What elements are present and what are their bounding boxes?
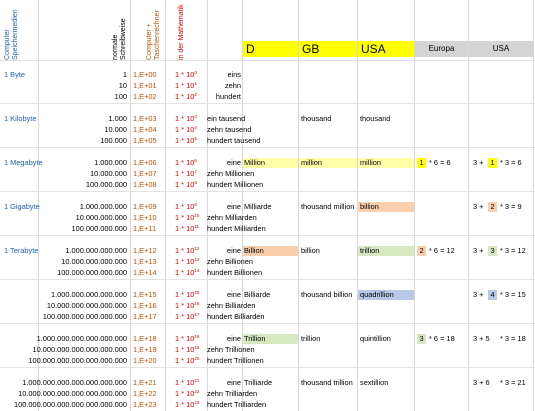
normal-number: 10 <box>118 81 127 90</box>
normal-number: 1.000.000.000.000 <box>65 246 127 255</box>
europa-factor: 2 <box>417 246 426 256</box>
calculator-notation: 1,E+11 <box>133 224 157 233</box>
normal-number: 1.000.000 <box>94 158 127 167</box>
storage-unit: 1 Byte <box>4 70 25 79</box>
storage-unit: 1 Kilobyte <box>4 114 37 123</box>
calculator-notation: 1,E+05 <box>133 136 157 145</box>
de-article: eine <box>227 290 241 299</box>
europa-formula: * 6 = 6 <box>429 158 451 167</box>
calculator-notation: 1,E+07 <box>133 169 157 178</box>
europa-factor: 1 <box>417 158 426 168</box>
calculator-notation: 1,E+20 <box>133 356 157 365</box>
header-usa-system: USA <box>469 41 533 57</box>
math-notation: $1 * 10^{19}$ <box>175 345 200 354</box>
de-name: ein tausend <box>207 114 246 123</box>
header-gb: GB <box>299 41 357 57</box>
de-name: hundert <box>215 92 241 101</box>
normal-number: 10.000.000 <box>90 169 127 178</box>
europa-factor: 3 <box>417 334 426 344</box>
math-notation: $1 * 10^4$ <box>175 125 197 134</box>
row-divider <box>0 103 535 104</box>
de-article: eine <box>227 334 241 343</box>
math-notation: $1 * 10^{21}$ <box>175 378 200 387</box>
normal-number: 1.000.000.000.000.000.000 <box>36 334 127 343</box>
col-divider <box>468 0 469 411</box>
math-notation: $1 * 10^7$ <box>175 169 197 178</box>
gb-name: thousand billion <box>301 290 353 299</box>
header-normal-notation: normale Schreibweise <box>112 18 127 60</box>
normal-number: 100.000.000.000.000.000.000 <box>28 356 127 365</box>
calculator-notation: 1,E+19 <box>133 345 157 354</box>
us-name: thousand <box>360 114 391 123</box>
de-name: Trillion <box>243 334 298 344</box>
usa-factor: 3 <box>488 246 497 256</box>
math-notation: $1 * 10^5$ <box>175 136 197 145</box>
math-notation: $1 * 10^{13}$ <box>175 257 200 266</box>
de-name: Million <box>243 158 298 168</box>
de-name: Billion <box>243 246 298 256</box>
normal-number: 1.000.000.000.000.000.000.000 <box>22 378 127 387</box>
normal-number: 10.000 <box>104 125 127 134</box>
calculator-notation: 1,E+10 <box>133 213 157 222</box>
storage-unit: 1 Gigabyte <box>4 202 40 211</box>
usa-formula: * 3 = 18 <box>500 334 526 343</box>
math-notation: $1 * 10^{11}$ <box>175 224 199 233</box>
normal-number: 100.000.000.000.000.000 <box>42 312 127 321</box>
normal-number: 10.000.000.000.000.000.000 <box>32 345 127 354</box>
usa-formula-prefix: 3 + <box>473 246 484 255</box>
row-divider <box>0 147 535 148</box>
de-name: zehn <box>224 81 241 90</box>
de-article: eine <box>227 202 241 211</box>
calculator-notation: 1,E+03 <box>133 114 157 123</box>
usa-formula-prefix: 3 + 6 <box>473 378 490 387</box>
row-divider <box>0 60 535 61</box>
de-article: eine <box>227 158 241 167</box>
calculator-notation: 1,E+00 <box>133 70 157 79</box>
usa-formula: * 3 = 15 <box>500 290 526 299</box>
row-divider <box>0 191 535 192</box>
usa-formula: * 3 = 9 <box>500 202 522 211</box>
de-name: hundert Billiarden <box>207 312 265 321</box>
header-math: in der Mathematik <box>178 4 185 60</box>
calculator-notation: 1,E+14 <box>133 268 157 277</box>
us-name: quintillion <box>360 334 391 343</box>
de-name: Trilliarde <box>244 378 273 387</box>
col-divider <box>130 0 131 411</box>
normal-number: 1.000 <box>108 114 127 123</box>
de-name: hundert Trillionen <box>207 356 264 365</box>
gb-name: thousand trillion <box>301 378 353 387</box>
calculator-notation: 1,E+09 <box>133 202 157 211</box>
gb-name: thousand million <box>301 202 355 211</box>
de-name: Billiarde <box>244 290 271 299</box>
normal-number: 10.000.000.000.000.000.000.000 <box>18 389 127 398</box>
math-notation: $1 * 10^{12}$ <box>175 246 200 255</box>
calculator-notation: 1,E+15 <box>133 290 157 299</box>
usa-formula-prefix: 3 + <box>473 202 484 211</box>
math-notation: $1 * 10^{20}$ <box>175 356 200 365</box>
usa-factor: 4 <box>488 290 497 300</box>
de-name: eins <box>227 70 241 79</box>
de-name: zehn Milliarden <box>207 213 257 222</box>
de-name: hundert Milliarden <box>207 224 266 233</box>
normal-number: 100.000.000.000.000.000.000.000 <box>13 400 127 409</box>
normal-number: 10.000.000.000.000 <box>61 257 127 266</box>
normal-number: 1.000.000.000 <box>79 202 127 211</box>
calculator-notation: 1,E+08 <box>133 180 157 189</box>
usa-factor: 1 <box>488 158 497 168</box>
de-name: zehn Billionen <box>207 257 254 266</box>
calculator-notation: 1,E+16 <box>133 301 157 310</box>
normal-number: 100.000.000.000.000 <box>57 268 127 277</box>
math-notation: $1 * 10^9$ <box>175 202 197 211</box>
normal-number: 100.000 <box>100 136 127 145</box>
math-notation: $1 * 10^{22}$ <box>175 389 200 398</box>
de-article: eine <box>227 378 241 387</box>
de-name: hundert tausend <box>207 136 261 145</box>
calculator-notation: 1,E+23 <box>133 400 157 409</box>
usa-factor: 2 <box>488 202 497 212</box>
normal-number: 1.000.000.000.000.000 <box>50 290 127 299</box>
usa-formula-prefix: 3 + 5 <box>473 334 490 343</box>
calculator-notation: 1,E+17 <box>133 312 157 321</box>
usa-formula-prefix: 3 + <box>473 290 484 299</box>
us-name: million <box>358 158 414 168</box>
normal-number: 100 <box>114 92 127 101</box>
usa-formula: * 3 = 6 <box>500 158 522 167</box>
row-divider <box>0 367 535 368</box>
us-name: trillion <box>358 246 414 256</box>
math-notation: $1 * 10^{18}$ <box>175 334 200 343</box>
usa-formula-prefix: 3 + <box>473 158 484 167</box>
usa-formula: * 3 = 12 <box>500 246 526 255</box>
math-notation: $1 * 10^6$ <box>175 158 197 167</box>
de-name: zehn Billiarden <box>207 301 256 310</box>
de-name: Milliarde <box>244 202 272 211</box>
europa-formula: * 6 = 18 <box>429 334 455 343</box>
header-calculator: Computer + Taschenrechner <box>146 10 161 60</box>
math-notation: $1 * 10^{15}$ <box>175 290 200 299</box>
de-name: zehn tausend <box>207 125 252 134</box>
us-name: quadrillion <box>358 290 414 300</box>
normal-number: 10.000.000.000 <box>75 213 127 222</box>
math-notation: $1 * 10^{10}$ <box>175 213 200 222</box>
row-divider <box>0 235 535 236</box>
de-name: hundert Trilliarden <box>207 400 267 409</box>
row-divider <box>0 323 535 324</box>
calculator-notation: 1,E+21 <box>133 378 157 387</box>
header-storage: Computer Speichermedien <box>4 9 19 60</box>
header-de: D <box>243 41 298 57</box>
calculator-notation: 1,E+06 <box>133 158 157 167</box>
us-name: billion <box>358 202 414 212</box>
math-notation: $1 * 10^8$ <box>175 180 197 189</box>
col-divider <box>533 0 534 411</box>
de-name: zehn Trilliarden <box>207 389 258 398</box>
calculator-notation: 1,E+18 <box>133 334 157 343</box>
calculator-notation: 1,E+04 <box>133 125 157 134</box>
normal-number: 100.000.000 <box>85 180 127 189</box>
math-notation: $1 * 10^{14}$ <box>175 268 200 277</box>
normal-number: 1 <box>122 70 127 79</box>
row-divider <box>0 279 535 280</box>
calculator-notation: 1,E+12 <box>133 246 157 255</box>
gb-name: trillion <box>301 334 321 343</box>
de-name: zehn Trillionen <box>207 345 255 354</box>
normal-number: 10.000.000.000.000.000 <box>46 301 127 310</box>
header-usa: USA <box>358 41 414 57</box>
de-name: hundert Millionen <box>207 180 264 189</box>
gb-name: million <box>299 158 357 168</box>
col-divider <box>165 0 166 411</box>
usa-formula: * 3 = 21 <box>500 378 526 387</box>
math-notation: $1 * 10^{16}$ <box>175 301 200 310</box>
storage-unit: 1 Terabyte <box>4 246 39 255</box>
math-notation: $1 * 10^3$ <box>175 114 197 123</box>
de-article: eine <box>227 246 241 255</box>
math-notation: $1 * 10^{23}$ <box>175 400 200 409</box>
gb-name: billion <box>301 246 320 255</box>
de-name: zehn Millionen <box>207 169 255 178</box>
europa-formula: * 6 = 12 <box>429 246 455 255</box>
math-notation: $1 * 10^2$ <box>175 92 197 101</box>
math-notation: $1 * 10^0$ <box>175 70 197 79</box>
math-notation: $1 * 10^{17}$ <box>175 312 200 321</box>
normal-number: 100.000.000.000 <box>71 224 127 233</box>
calculator-notation: 1,E+13 <box>133 257 157 266</box>
calculator-notation: 1,E+02 <box>133 92 157 101</box>
math-notation: $1 * 10^1$ <box>175 81 197 90</box>
us-name: sextillion <box>360 378 389 387</box>
de-name: hundert Billionen <box>207 268 263 277</box>
gb-name: thousand <box>301 114 332 123</box>
calculator-notation: 1,E+01 <box>133 81 157 90</box>
calculator-notation: 1,E+22 <box>133 389 157 398</box>
header-europa: Europa <box>415 41 468 57</box>
col-divider <box>414 0 415 411</box>
storage-unit: 1 Megabyte <box>4 158 43 167</box>
